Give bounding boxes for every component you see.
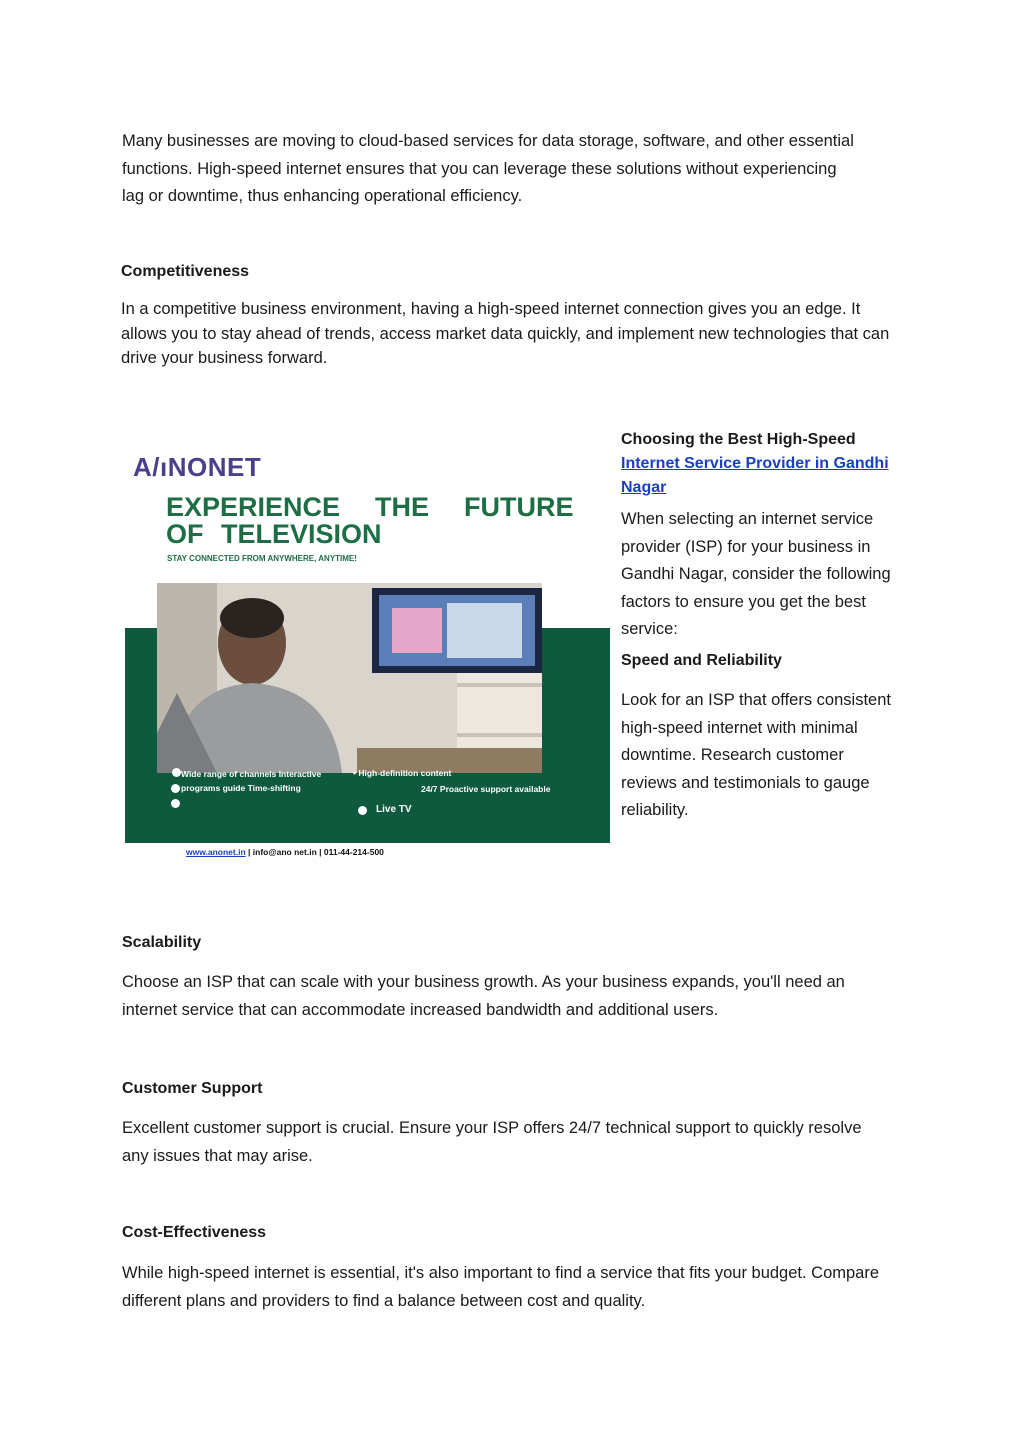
choosing-paragraph: When selecting an internet service provider (ISP) for your business in Gandhi Nagar, consider the following factors to ensure you get the best service: — [621, 510, 891, 638]
ad-title-line-1: EXPERIENCE THE FUTURE — [166, 492, 574, 522]
scalability-heading: Scalability — [122, 934, 202, 951]
isp-gandhi-nagar-link[interactable]: Internet Service Provider in Gandhi Nagar — [621, 455, 889, 496]
feature-support: 24/7 Proactive support available — [421, 784, 551, 794]
tv-viewer-illustration — [157, 583, 542, 773]
bullet-dot — [171, 784, 180, 793]
choosing-heading: Choosing the Best High-Speed — [621, 431, 856, 448]
customer-support-paragraph: Excellent customer support is crucial. Ensure your ISP offers 24/7 technical support to quickly resolve any issues that may arise. — [122, 1119, 862, 1165]
customer-support-heading: Customer Support — [122, 1080, 263, 1097]
ad-title — [166, 494, 574, 548]
intro-paragraph: Many businesses are moving to cloud-based services for data storage, software, and other essential functions. High-speed internet ensures that you can leverage these solutions without experiencing lag or downtime, thus enhancing operational efficiency. — [122, 132, 854, 205]
ad-title-line-2: OF TELEVISION — [166, 519, 382, 549]
ad-footer-link[interactable]: www.anonet.in — [186, 847, 246, 857]
speed-reliability-heading: Speed and Reliability — [621, 652, 782, 669]
feature-hd: • High-definition content — [353, 768, 452, 778]
competitiveness-paragraph: In a competitive business environment, having a high-speed internet connection gives you an edge. It allows you to stay ahead of trends, access market data quickly, and implement new technologies that can drive your business forward. — [121, 300, 890, 367]
cost-effectiveness-paragraph: While high-speed internet is essential, it's also important to find a service that fits your budget. Compare different plans and providers to find a balance between cost and quality. — [122, 1264, 880, 1310]
ad-footer — [186, 847, 384, 857]
competitiveness-heading: Competitiveness — [121, 263, 250, 280]
anonet-logo: A/ıNONET — [133, 452, 262, 482]
ad-tagline: STAY CONNECTED FROM ANYWHERE, ANYTIME! — [167, 554, 357, 563]
feature-channels-line-2: programs guide Time-shifting — [181, 783, 301, 793]
scalability-paragraph: Choose an ISP that can scale with your business growth. As your business expands, you'll need an internet service that can accommodate increased bandwidth and additional users. — [122, 973, 845, 1019]
feature-live-tv: Live TV — [376, 804, 412, 815]
choosing-section — [621, 428, 906, 644]
tv-viewer-photo — [157, 583, 542, 773]
ad-footer-contact: | info@ano net.in | 011-44-214-500 — [245, 847, 384, 857]
speed-reliability-paragraph: Look for an ISP that offers consistent high-speed internet with minimal downtime. Research customer reviews and testimonials to gauge reliability. — [621, 691, 891, 819]
bullet-dot — [172, 768, 181, 777]
bullet-dot — [171, 799, 180, 808]
cost-effectiveness-heading: Cost-Effectiveness — [122, 1224, 267, 1241]
bullet-dot — [358, 806, 367, 815]
feature-channels-line-1: Wide range of channels Interactive — [181, 769, 322, 779]
